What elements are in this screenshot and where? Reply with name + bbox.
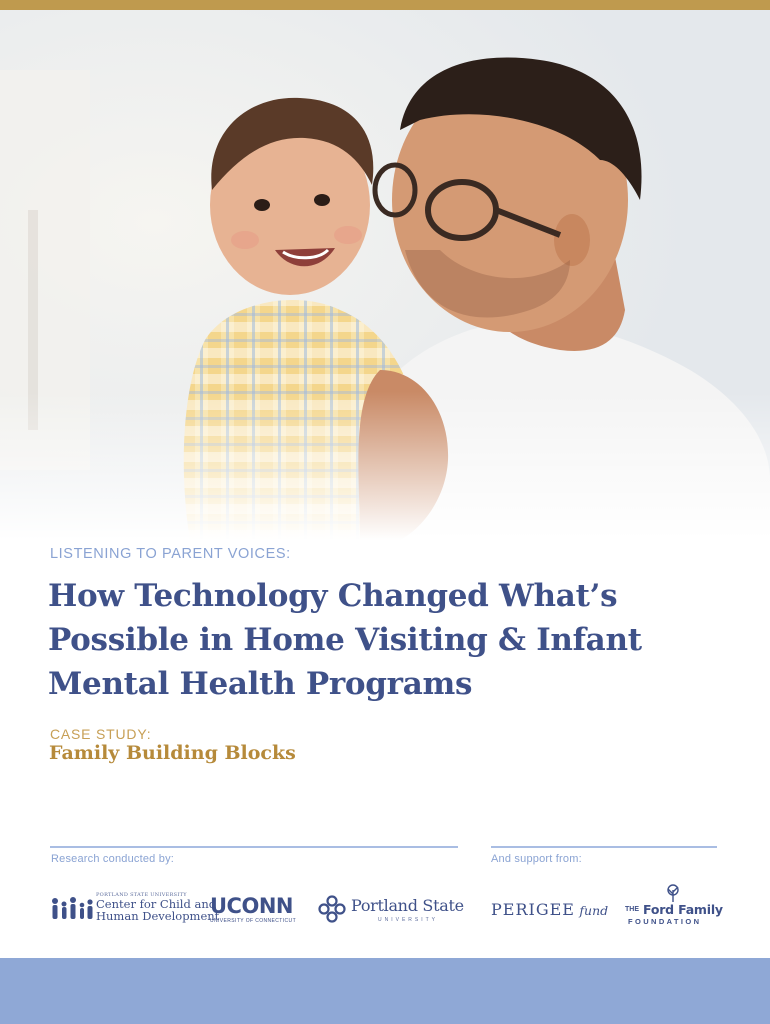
eyebrow-label: LISTENING TO PARENT VOICES:	[50, 546, 291, 562]
research-credit-label: Research conducted by:	[51, 853, 175, 865]
uconn-logo	[210, 895, 302, 929]
tree-icon	[665, 884, 681, 902]
case-study-name: Family Building Blocks	[49, 742, 296, 764]
support-credit-label: And support from:	[491, 853, 582, 865]
ccd-top-text: PORTLAND STATE UNIVERSITY	[96, 892, 187, 898]
psu-subtitle: UNIVERSITY	[378, 917, 439, 923]
divider	[491, 846, 717, 848]
ford-the-text: THE	[625, 906, 639, 913]
ccd-logo	[50, 892, 220, 928]
uconn-subtitle: UNIVERSITY OF CONNECTICUT	[210, 918, 297, 924]
ford-wordmark: Ford Family	[643, 902, 723, 917]
ccd-line: Human Development	[96, 909, 220, 923]
psu-emblem-icon	[318, 895, 346, 923]
uconn-wordmark: UCONN	[210, 894, 293, 918]
psu-wordmark: Portland State	[351, 896, 464, 915]
portland-state-logo	[318, 893, 463, 929]
perigee-wordmark: PERIGEE	[491, 900, 575, 919]
page-title	[48, 574, 728, 706]
perigee-fund-text: fund	[579, 903, 609, 918]
hero-photo	[0, 10, 770, 540]
bottom-color-band	[0, 958, 770, 1024]
ccd-line: Center for Child and	[96, 897, 217, 911]
ford-family-foundation-logo	[625, 884, 721, 928]
ford-foundation-text: FOUNDATION	[628, 917, 702, 926]
top-accent-bar	[0, 0, 770, 10]
title-line: Mental Health Programs	[48, 666, 473, 702]
perigee-fund-logo	[491, 900, 609, 926]
divider	[50, 846, 458, 848]
ccd-wordmark	[96, 892, 219, 922]
family-figures-icon	[50, 896, 94, 924]
title-line: How Technology Changed What’s	[48, 578, 618, 614]
title-line: Possible in Home Visiting & Infant	[48, 622, 642, 658]
hero-illustration	[0, 10, 770, 540]
case-study-label: CASE STUDY:	[50, 726, 152, 742]
